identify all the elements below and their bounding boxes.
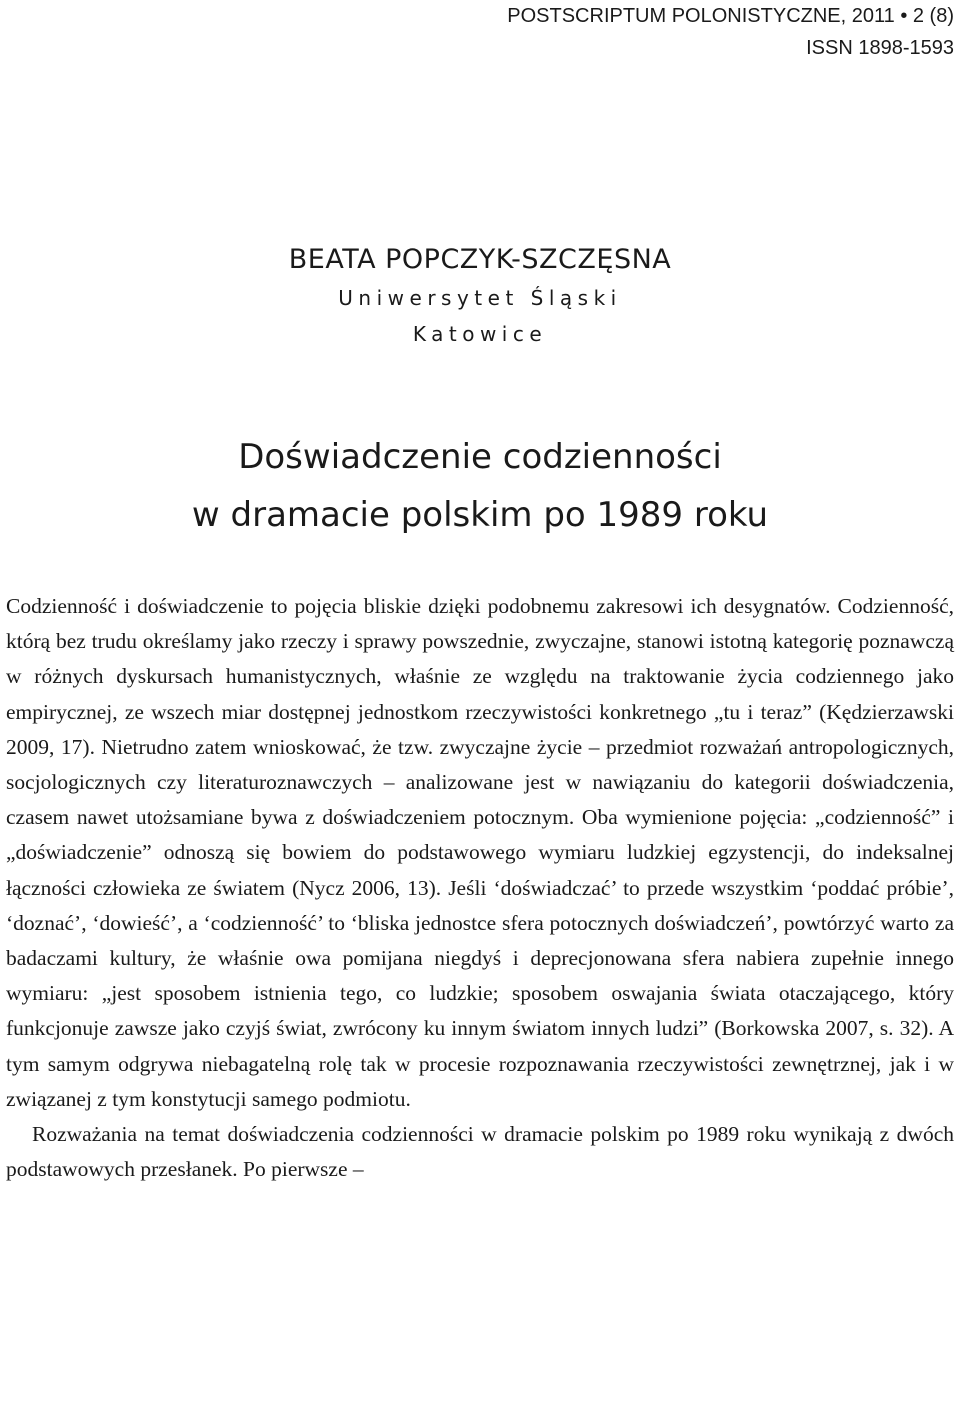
journal-issn: ISSN 1898-1593 (806, 37, 954, 59)
author-block (0, 240, 960, 352)
journal-title: POSTSCRIPTUM POLONISTYCZNE, 2011 • 2 (8) (507, 5, 954, 27)
article-body (6, 589, 954, 1187)
article-title-line1: Doświadczenie codzienności (238, 437, 722, 477)
body-paragraph: Rozważania na temat doświadczenia codzienności w dramacie polskim po 1989 roku wynikają z dwóch podstawowych przesłanek. Po pierwsze – (6, 1122, 954, 1182)
author-university: Uniwersytet Śląski (338, 286, 622, 310)
body-paragraph: Codzienność i doświadczenie to pojęcia bliskie dzięki podobnemu zakresowi ich desygnatów. Codzienność, którą bez trudu określamy jako rzeczy i sprawy powszednie, zwyczajne, stanowi istotną kategorię poznawczą w różnych dyskursach humanistycznych, właśnie ze względu na traktowanie życia codziennego jako empirycznej, ze wszech miar dostępnej jednostkom rzeczywistości konkretnego „tu i teraz” (Kędzierzawski 2009, 17). Nietrudno zatem wnioskować, że tzw. zwyczajne życie – przedmiot rozważań antropologicznych, socjologicznych czy literaturoznawczych – analizowane jest w nawiązaniu do kategorii doświadczenia, czasem nawet utożsamiane bywa z doświadczeniem potocznym. Oba wymienione pojęcia: „codzienność” i „doświadczenie” odnoszą się bowiem do podstawowego wymiaru ludzkiej egzystencji, do indeksalnej łączności człowieka ze światem (Nycz 2006, 13). Jeśli ‘doświadczać’ to przede wszystkim ‘poddać próbie’, ‘doznać’, ‘dowieść’, a ‘codzienność’ to ‘bliska jednostce sfera potocznych doświadczeń’, powtórzyć warto za badaczami kultury, że właśnie owa pomijana niegdyś i deprecjonowana sfera nabiera zupełnie innego wymiaru: „jest sposobem istnienia tego, co ludzkie; sposobem oswajania świata otaczającego, który funkcjonuje zawsze jako czyjś świat, zwrócony ku innym światom innych ludzi” (Borkowska 2007, s. 32). A tym samym odgrywa niebagatelną rolę tak w procesie rozpoznawania rzeczywistości zewnętrznej, jak i w związanej z tym konstytucji samego podmiotu. (6, 594, 954, 1111)
article-title (0, 428, 960, 544)
author-name: BEATA POPCZYK-SZCZĘSNA (288, 244, 672, 275)
article-title-line2: w dramacie polskim po 1989 roku (191, 495, 769, 535)
author-city: Katowice (412, 322, 548, 346)
journal-header (507, 0, 954, 64)
